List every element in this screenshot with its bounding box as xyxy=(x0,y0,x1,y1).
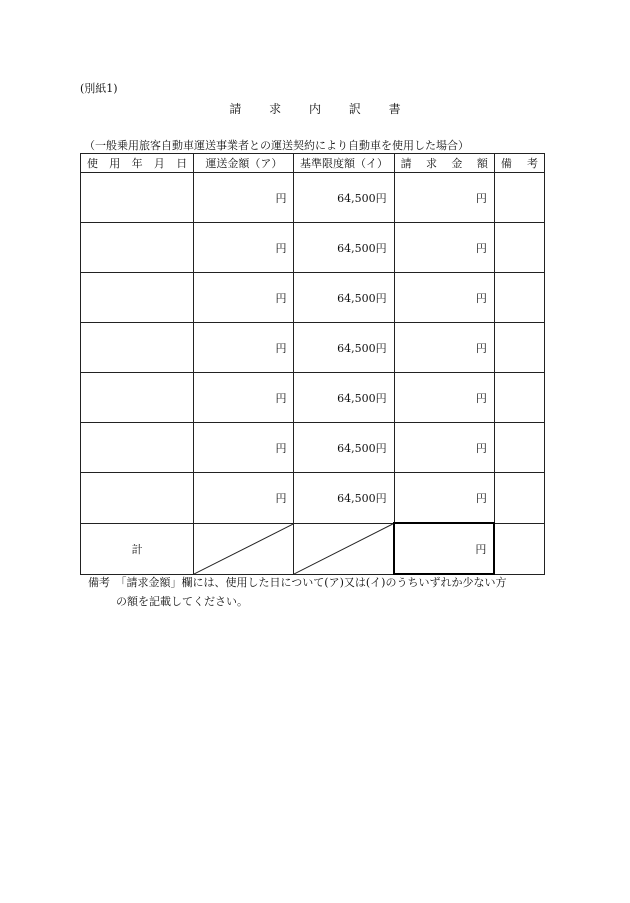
cell-limit: 64,500円 xyxy=(294,273,394,323)
cell-date[interactable] xyxy=(81,423,194,473)
cell-remarks[interactable] xyxy=(494,373,544,423)
table-row xyxy=(81,373,545,423)
cell-remarks[interactable] xyxy=(494,273,544,323)
cell-date[interactable] xyxy=(81,173,194,223)
cell-fare[interactable]: 円 xyxy=(194,273,294,323)
cell-date[interactable] xyxy=(81,373,194,423)
cell-remarks[interactable] xyxy=(494,223,544,273)
header-char: 考 xyxy=(527,157,538,170)
header-char: 備 xyxy=(500,157,512,170)
cell-limit: 64,500円 xyxy=(294,173,394,223)
document-title xyxy=(0,100,630,117)
cell-limit: 64,500円 xyxy=(294,373,394,423)
cell-limit: 64,500円 xyxy=(294,323,394,373)
header-char: 年 xyxy=(131,157,143,170)
table-row xyxy=(81,223,545,273)
header-fare: 運送金額（ア） xyxy=(194,154,294,173)
table-row xyxy=(81,273,545,323)
cell-claim[interactable]: 円 xyxy=(394,423,494,473)
diagonal-line xyxy=(294,524,393,574)
cell-fare[interactable]: 円 xyxy=(194,423,294,473)
total-label: 計 xyxy=(81,523,194,574)
title-char: 求 xyxy=(269,102,282,116)
cell-date[interactable] xyxy=(81,223,194,273)
total-remarks xyxy=(494,523,544,574)
attachment-ref: (別紙1) xyxy=(80,82,118,95)
cell-fare[interactable]: 円 xyxy=(194,173,294,223)
table-row xyxy=(81,423,545,473)
header-char: 求 xyxy=(426,157,438,170)
title-char: 内 xyxy=(308,102,321,116)
header-claim xyxy=(394,154,494,173)
cell-date[interactable] xyxy=(81,273,194,323)
title-char: 書 xyxy=(388,102,401,116)
cell-claim[interactable]: 円 xyxy=(394,323,494,373)
header-char: 使 xyxy=(87,157,98,170)
table-row xyxy=(81,173,545,223)
claim-breakdown-table xyxy=(80,153,545,575)
cell-remarks[interactable] xyxy=(494,323,544,373)
diagonal-line xyxy=(194,524,293,574)
cell-limit: 64,500円 xyxy=(294,473,394,524)
document-subtitle: （一般乗用旅客自動車運送事業者との運送契約により自動車を使用した場合） xyxy=(84,139,469,152)
header-char: 額 xyxy=(476,157,488,170)
header-char: 金 xyxy=(451,157,463,170)
title-char: 訳 xyxy=(348,102,361,116)
table-header-row xyxy=(81,154,545,173)
header-char: 請 xyxy=(400,157,412,170)
table-row xyxy=(81,473,545,524)
header-limit: 基準限度額（イ） xyxy=(294,154,394,173)
cell-remarks[interactable] xyxy=(494,173,544,223)
cell-claim[interactable]: 円 xyxy=(394,373,494,423)
cell-claim[interactable]: 円 xyxy=(394,473,494,524)
note-line: の額を記載してください。 xyxy=(116,595,248,608)
header-remarks xyxy=(494,154,544,173)
remarks-note xyxy=(88,573,558,611)
header-char: 用 xyxy=(109,157,121,170)
cell-limit: 64,500円 xyxy=(294,423,394,473)
total-row xyxy=(81,523,545,574)
total-limit-crossed xyxy=(294,523,394,574)
cell-claim[interactable]: 円 xyxy=(394,173,494,223)
header-char: 日 xyxy=(176,157,188,170)
note-line: 備考 「請求金額」欄には、使用した日について(ア)又は(イ)のうちいずれか少ない方 xyxy=(88,576,507,589)
header-char: 月 xyxy=(153,157,165,170)
title-char: 請 xyxy=(229,102,242,116)
cell-limit: 64,500円 xyxy=(294,223,394,273)
header-usage-date xyxy=(81,154,194,173)
cell-fare[interactable]: 円 xyxy=(194,223,294,273)
cell-claim[interactable]: 円 xyxy=(394,273,494,323)
total-fare-crossed xyxy=(194,523,294,574)
table-row xyxy=(81,323,545,373)
total-claim[interactable]: 円 xyxy=(394,523,494,574)
cell-remarks[interactable] xyxy=(494,473,544,524)
cell-remarks[interactable] xyxy=(494,423,544,473)
cell-claim[interactable]: 円 xyxy=(394,223,494,273)
cell-date[interactable] xyxy=(81,473,194,524)
cell-fare[interactable]: 円 xyxy=(194,473,294,524)
cell-fare[interactable]: 円 xyxy=(194,373,294,423)
cell-fare[interactable]: 円 xyxy=(194,323,294,373)
cell-date[interactable] xyxy=(81,323,194,373)
